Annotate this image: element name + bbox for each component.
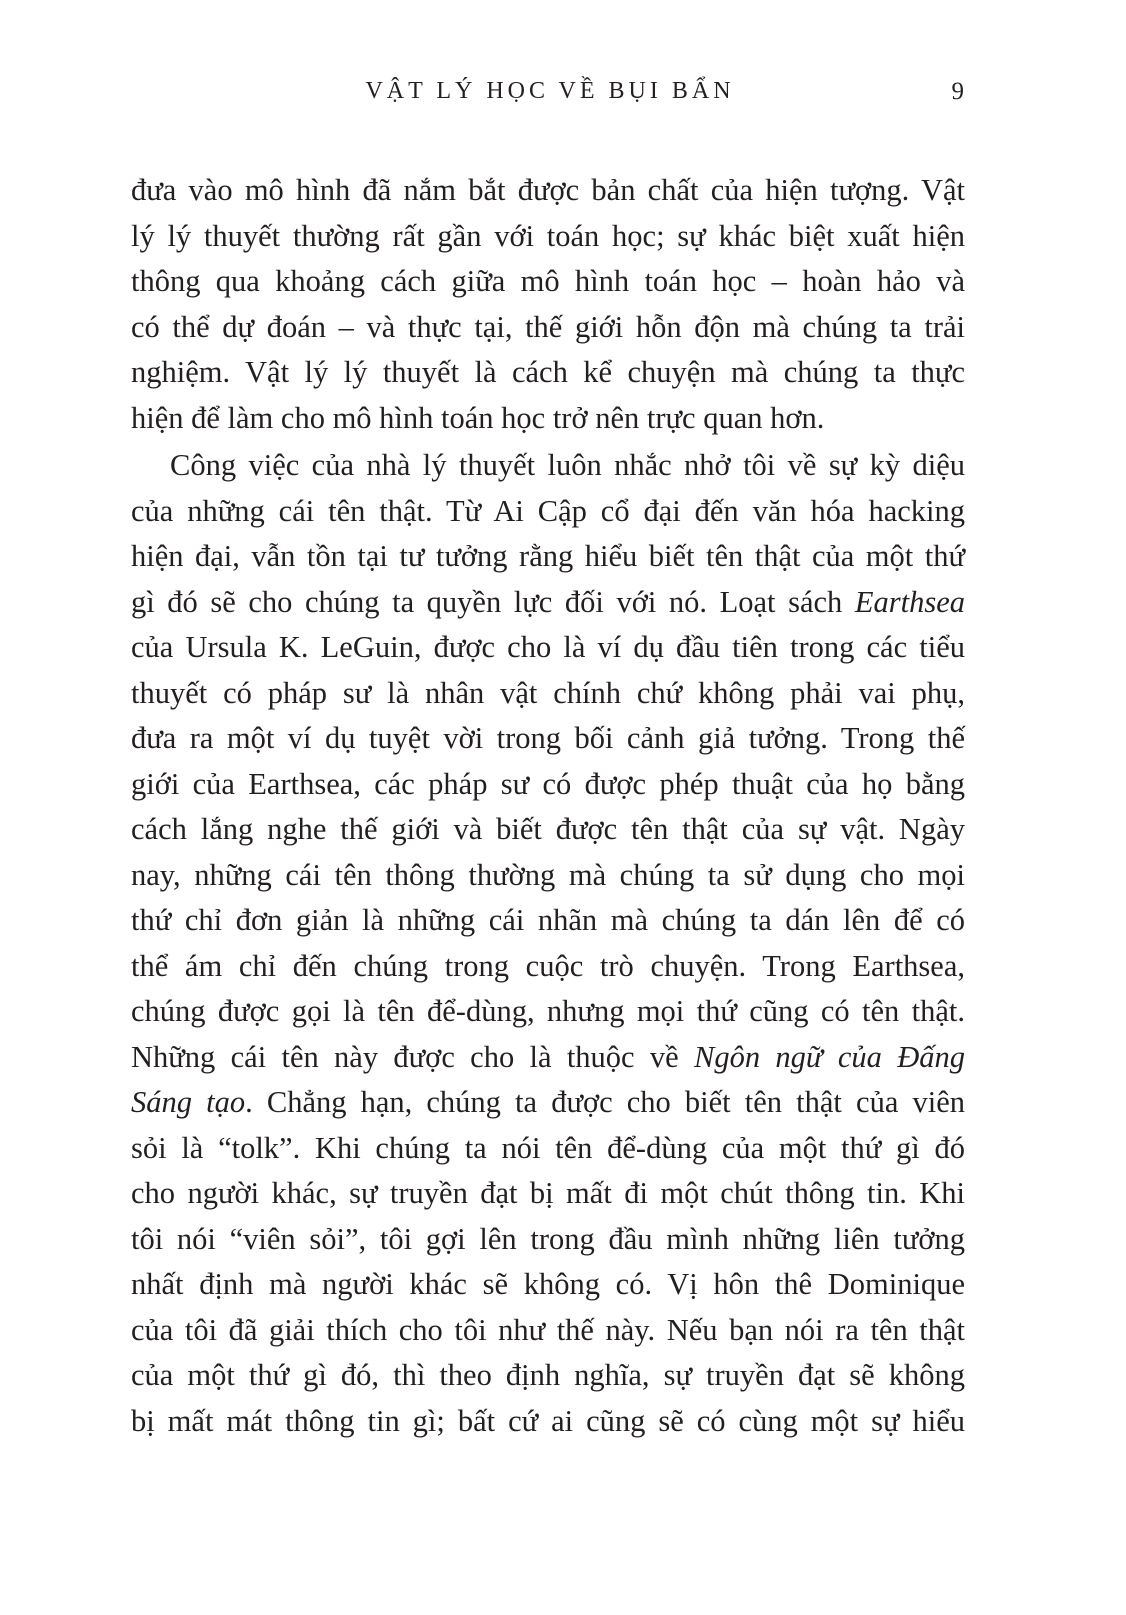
text-segment: Những cái tên này được cho là thuộc về [131,1039,695,1074]
text-line: nghiệm. Vật lý lý thuyết là cách kể chuyện mà chúng ta thực [131,355,965,389]
text-line: tôi nói “viên sỏi”, tôi gợi lên trong đầu mình những liên tưởng [131,1221,965,1256]
text-line: thuyết có pháp sư là nhân vật chính chứ không phải vai phụ, [131,675,965,710]
italic-phrase: Sáng tạo [131,1085,246,1119]
text-line: giới của Earthsea, các pháp sư có được phép thuật của họ bằng [131,766,965,801]
text-line: lý lý thuyết thường rất gần với toán học; sự khác biệt xuất hiện [131,218,965,253]
text-segment: gì đó sẽ cho chúng ta quyền lực đối với nó. Loạt sách [131,584,855,619]
text-line: bị mất mát thông tin gì; bất cứ ai cũng sẽ có cùng một sự hiểu [131,1403,965,1438]
text-line: của những cái tên thật. Từ Ai Cập cổ đại đến văn hóa hacking [131,493,965,528]
running-head [0,78,1126,118]
text-line: Công việc của nhà lý thuyết luôn nhắc nhở tôi về sự kỳ diệu [170,448,965,482]
text-segment: . Chẳng hạn, chúng ta được cho biết tên thật của viên [245,1085,965,1119]
text-line: có thể dự đoán – và thực tại, thế giới hỗn độn mà chúng ta trải [131,309,965,344]
text-line: nhất định mà người khác sẽ không có. Vị hôn thê Dominique [131,1267,965,1301]
text-line [131,1035,965,1081]
body-text [131,168,965,1444]
text-line: đưa ra một ví dụ tuyệt vời trong bối cảnh giả tưởng. Trong thế [131,721,965,755]
text-line [131,580,965,626]
text-line: sỏi là “tolk”. Khi chúng ta nói tên để-dùng của một thứ gì đó [131,1130,965,1165]
text-line: thể ám chỉ đến chúng trong cuộc trò chuyện. Trong Earthsea, [131,948,965,983]
text-line: của một thứ gì đó, thì theo định nghĩa, sự truyền đạt sẽ không [131,1358,965,1392]
text-line: hiện đại, vẫn tồn tại tư tưởng rằng hiểu biết tên thật của một thứ [131,539,965,573]
text-line: thứ chỉ đơn giản là những cái nhãn mà chúng ta dán lên để có [131,903,965,937]
page-number: 9 [951,78,964,105]
text-line: của tôi đã giải thích cho tôi như thế này. Nếu bạn nói ra tên thật [131,1312,965,1347]
italic-phrase: Ngôn ngữ của Đấng [694,1039,965,1074]
text-line: hiện để làm cho mô hình toán học trở nên trực quan hơn. [131,400,825,435]
text-line: nay, những cái tên thông thường mà chúng ta sử dụng cho mọi [131,857,965,892]
running-title: VẬT LÝ HỌC VỀ BỤI BẨN [365,78,735,104]
text-line: chúng được gọi là tên để-dùng, nhưng mọi thứ cũng có tên thật. [131,994,965,1028]
text-line: của Ursula K. LeGuin, được cho là ví dụ đầu tiên trong các tiểu [131,630,965,664]
text-line [131,1080,965,1126]
text-line: cách lắng nghe thế giới và biết được tên thật của sự vật. Ngày [131,812,965,846]
text-line: thông qua khoảng cách giữa mô hình toán học – hoàn hảo và [131,264,965,298]
text-line: đưa vào mô hình đã nắm bắt được bản chất của hiện tượng. Vật [131,173,965,207]
book-title-italic: Earthsea [854,584,965,619]
text-line: cho người khác, sự truyền đạt bị mất đi một chút thông tin. Khi [131,1176,965,1210]
